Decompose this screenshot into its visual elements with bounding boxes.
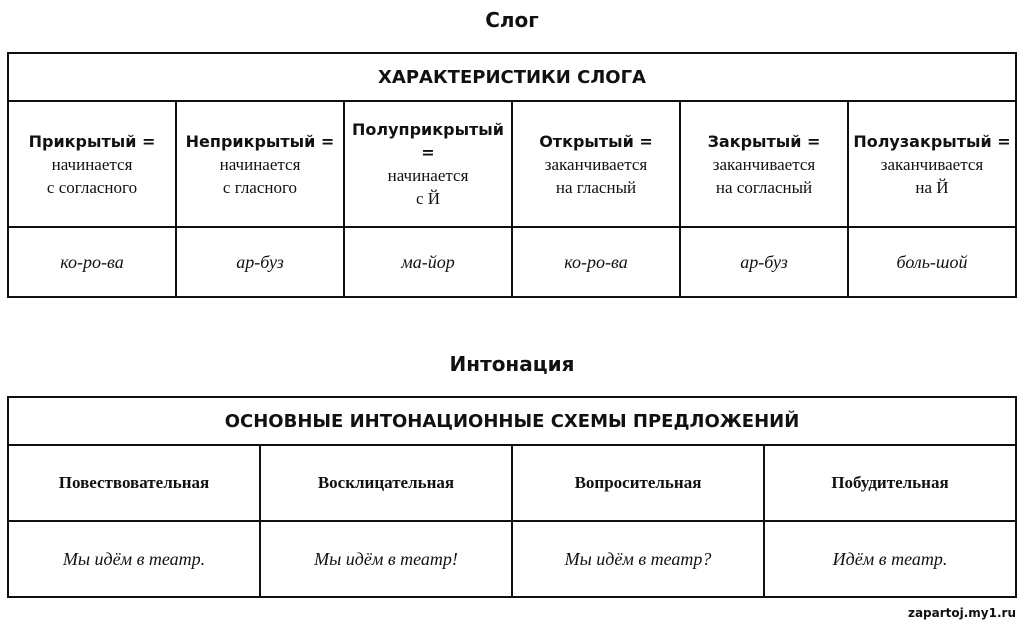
sentence-type-cell: Восклицательная xyxy=(260,445,512,521)
site-watermark: zapartoj.my1.ru xyxy=(907,606,1016,620)
definition-line: на Й xyxy=(915,177,949,197)
definition-line: заканчивается xyxy=(880,154,984,174)
syllable-example-cell xyxy=(680,227,848,297)
definition-cell-semi-covered xyxy=(344,101,512,227)
syllable-example: ар-буз xyxy=(740,251,788,272)
intonation-schemes-table xyxy=(7,396,1017,598)
sentence-example-cell: Мы идём в театр! xyxy=(260,521,512,597)
definition-line: на согласный xyxy=(715,177,813,197)
sentence-type-cell: Повествовательная xyxy=(8,445,260,521)
definition-line: с Й xyxy=(415,189,441,208)
sentence-example-cell: Идём в театр. xyxy=(764,521,1016,597)
sentence-type-cell: Побудительная xyxy=(764,445,1016,521)
definition-line: с гласного xyxy=(222,177,298,197)
sentence-example-cell: Мы идём в театр. xyxy=(8,521,260,597)
syllable-characteristics-table xyxy=(7,52,1017,298)
syllable-example-cell xyxy=(176,227,344,297)
intonation-table-caption: ОСНОВНЫЕ ИНТОНАЦИОННЫЕ СХЕМЫ ПРЕДЛОЖЕНИЙ xyxy=(8,397,1016,445)
intonation-heading: Интонация xyxy=(449,352,575,376)
definition-term: Неприкрытый = xyxy=(185,131,335,151)
syllable-example-cell xyxy=(8,227,176,297)
definition-line: с согласного xyxy=(46,177,138,197)
sentence-example-cell: Мы идём в театр? xyxy=(512,521,764,597)
definition-line: на гласный xyxy=(555,177,637,197)
definition-cell-closed xyxy=(680,101,848,227)
definition-term: Прикрытый = xyxy=(28,131,156,151)
definition-line: заканчивается xyxy=(544,154,648,174)
syllable-example-cell xyxy=(512,227,680,297)
definition-line: начинается xyxy=(219,154,301,174)
syllable-example: ма-йор xyxy=(401,251,455,272)
definition-cell-covered xyxy=(8,101,176,227)
definition-cell-uncovered xyxy=(176,101,344,227)
syllable-table-caption: ХАРАКТЕРИСТИКИ СЛОГА xyxy=(8,53,1016,101)
definition-line: заканчивается xyxy=(712,154,816,174)
syllable-example-cell xyxy=(344,227,512,297)
definition-term: Полузакрытый = xyxy=(853,131,1011,151)
definition-term: Открытый = xyxy=(539,131,653,151)
sentence-type-cell: Вопросительная xyxy=(512,445,764,521)
syllable-example-cell xyxy=(848,227,1016,297)
definition-line: начинается xyxy=(387,166,469,185)
definition-term: Полуприкрытый = xyxy=(352,120,504,162)
definition-term: Закрытый = xyxy=(707,131,821,151)
syllable-example: ар-буз xyxy=(236,251,284,272)
syllable-heading: Слог xyxy=(485,8,539,32)
definition-cell-open xyxy=(512,101,680,227)
syllable-example: ко-ро-ва xyxy=(60,251,124,272)
definition-cell-semi-closed xyxy=(848,101,1016,227)
definition-line: начинается xyxy=(51,154,133,174)
syllable-example: ко-ро-ва xyxy=(564,251,628,272)
syllable-example: боль-шой xyxy=(896,251,968,272)
